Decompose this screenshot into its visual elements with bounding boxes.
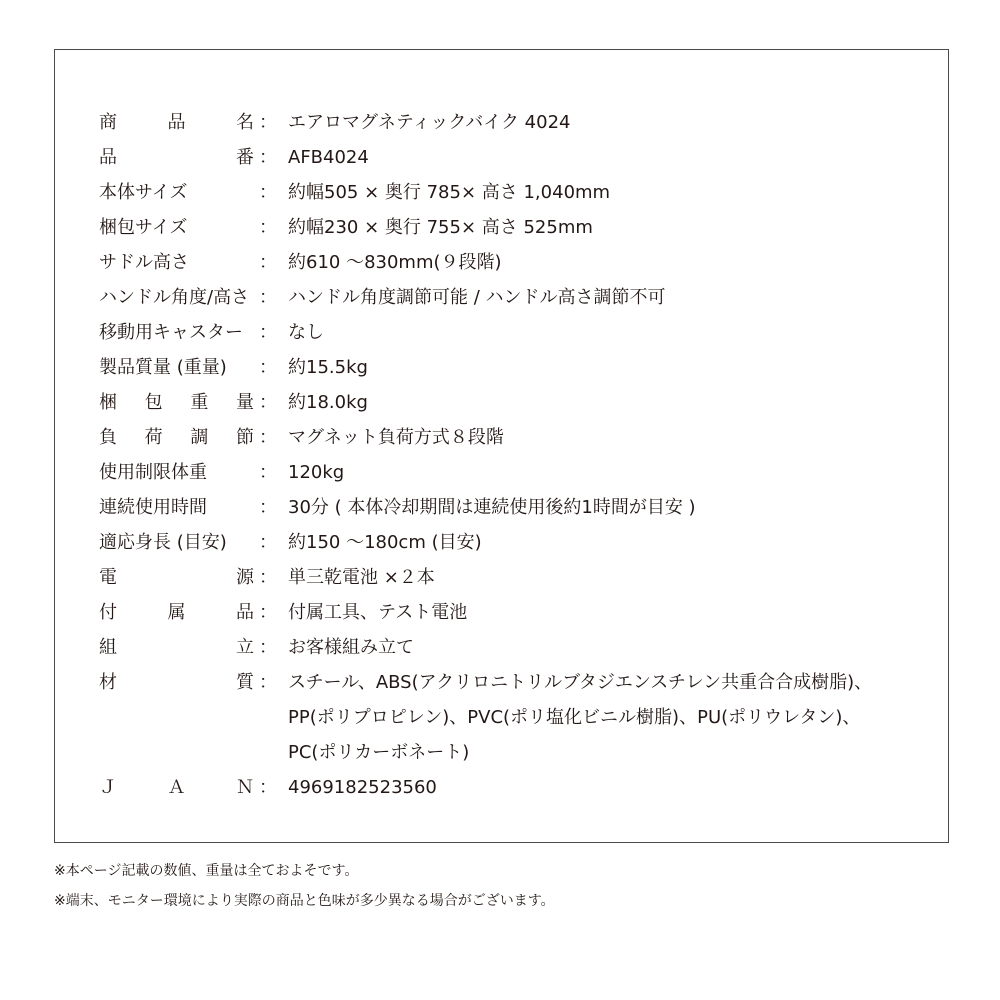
spec-value-line: 約18.0kg [288,392,368,413]
spec-value [288,140,929,175]
spec-label: 品 番 [99,147,254,168]
spec-value-line: 約幅505 × 奥行 785× 高さ 1,040mm [288,182,611,203]
spec-value [288,210,929,245]
spec-value-line: お客様組み立て [288,637,414,658]
footnotes [54,856,555,916]
spec-value [288,665,929,770]
spec-row [99,245,929,280]
spec-value-line: 30分 ( 本体冷却期間は連続使用後約1時間が目安 ) [288,497,696,518]
spec-value-line: PP(ポリプロピレン)、PVC(ポリ塩化ビニル樹脂)、PU(ポリウレタン)、 [288,707,861,728]
spec-label: 材 質 [99,672,254,693]
spec-colon: ： [259,532,277,553]
spec-label: 本体サイズ [99,182,188,203]
spec-value-line: AFB4024 [288,147,369,168]
spec-label: 移動用キャスター [99,322,243,343]
spec-value-line: マグネット負荷方式８段階 [288,427,504,448]
spec-value [288,770,929,805]
spec-value [288,105,929,140]
spec-value-line: エアロマグネティックバイク 4024 [288,112,571,133]
spec-value [288,175,929,210]
spec-label: 付 属 品 [99,602,254,623]
spec-value-line: 120kg [288,462,345,483]
spec-value [288,595,929,630]
spec-value-line: 付属工具、テスト電池 [288,602,468,623]
spec-value-line: 約15.5kg [288,357,368,378]
spec-row [99,455,929,490]
spec-value [288,420,929,455]
spec-value-line: 約幅230 × 奥行 755× 高さ 525mm [288,217,593,238]
spec-value [288,280,929,315]
spec-row [99,105,929,140]
spec-row [99,490,929,525]
spec-value [288,350,929,385]
spec-value [288,385,929,420]
spec-row [99,525,929,560]
spec-label: 商 品 名 [99,112,254,133]
spec-row [99,210,929,245]
spec-colon: ： [259,287,277,308]
spec-colon: ： [259,182,277,203]
footnote: ※端末、モニター環境により実際の商品と色味が多少異なる場合がございます。 [54,893,555,909]
spec-label: サドル高さ [99,252,189,273]
spec-row [99,420,929,455]
spec-value [288,560,929,595]
spec-value [288,630,929,665]
spec-colon: ： [259,112,277,133]
spec-list [99,105,929,805]
spec-value-line: PC(ポリカーボネート) [288,742,470,763]
spec-row [99,560,929,595]
spec-label: ハンドル角度/高さ [99,287,250,308]
spec-value [288,455,929,490]
spec-value-line: なし [288,322,324,343]
footnote: ※本ページ記載の数値、重量は全ておよそです。 [54,863,359,879]
spec-row [99,595,929,630]
spec-colon: ： [259,392,277,413]
spec-row [99,630,929,665]
spec-value-line: 約150 ～180cm (目安) [288,532,482,553]
spec-colon: ： [259,217,277,238]
spec-value-line: ハンドル角度調節可能 / ハンドル高さ調節不可 [288,287,666,308]
spec-row [99,665,929,770]
spec-value-line: 単三乾電池 ×２本 [288,567,435,588]
spec-row [99,350,929,385]
spec-colon: ： [259,147,277,168]
spec-label: 製品質量 (重量) [99,357,227,378]
spec-value-line: スチール、ABS(アクリロニトリルブタジエンスチレン共重合合成樹脂)、 [288,672,873,693]
spec-label: 組 立 [99,637,254,658]
spec-row [99,770,929,805]
spec-row [99,280,929,315]
spec-value [288,525,929,560]
spec-value [288,245,929,280]
spec-label: 電 源 [99,567,254,588]
spec-row [99,140,929,175]
spec-label: 負 荷 調 節 [99,427,254,448]
spec-colon: ： [259,567,277,588]
spec-label: 適応身長 (目安) [99,532,227,553]
spec-colon: ： [259,462,277,483]
spec-label: 梱包サイズ [99,217,188,238]
spec-row [99,315,929,350]
spec-colon: ： [259,252,277,273]
spec-colon: ： [259,427,277,448]
spec-label: Ｊ Ａ Ｎ [99,777,254,798]
spec-row [99,385,929,420]
spec-label: 使用制限体重 [99,462,207,483]
spec-colon: ： [259,777,277,798]
spec-colon: ： [259,322,277,343]
spec-colon: ： [259,497,277,518]
spec-value-line: 4969182523560 [288,777,437,798]
spec-row [99,175,929,210]
spec-label: 連続使用時間 [99,497,207,518]
spec-label: 梱 包 重 量 [99,392,254,413]
spec-colon: ： [259,357,277,378]
spec-colon: ： [259,672,277,693]
spec-value-line: 約610 ～830mm(９段階) [288,252,502,273]
spec-value [288,315,929,350]
spec-colon: ： [259,602,277,623]
spec-colon: ： [259,637,277,658]
spec-value [288,490,929,525]
